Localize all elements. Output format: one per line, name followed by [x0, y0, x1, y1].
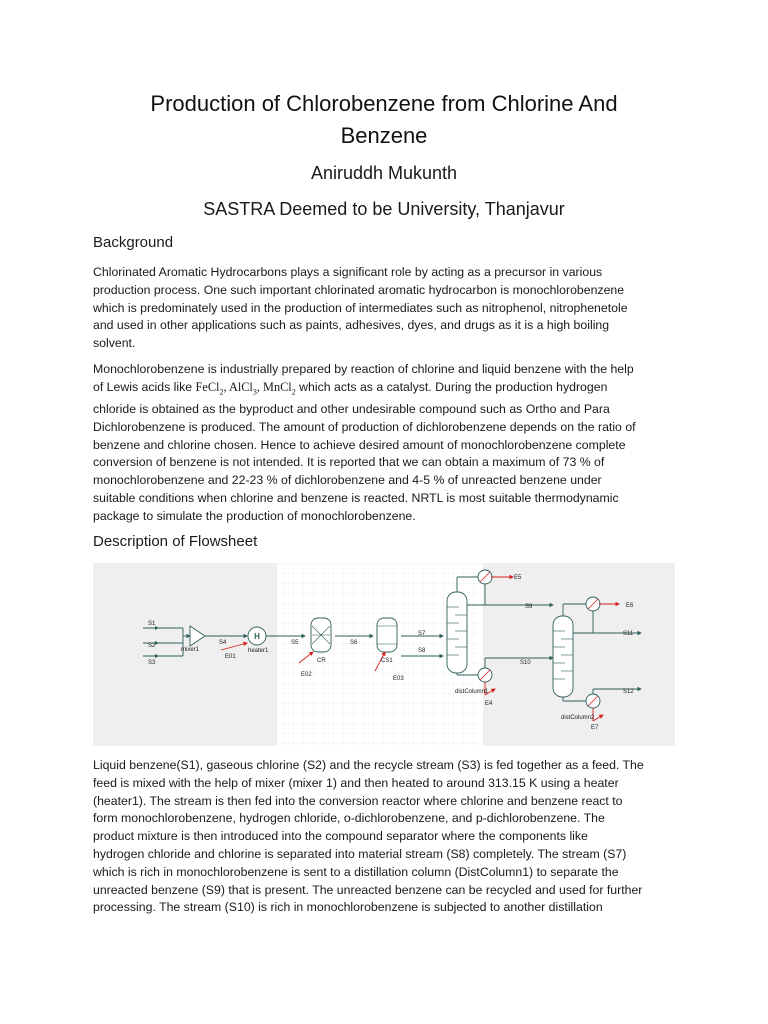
text-line: hydrogen chloride and chlorine is separated into material stream (S8) completely. The stream (S7) — [93, 846, 627, 861]
title-line-1: Production of Chlorobenzene from Chlorine And — [150, 91, 618, 116]
separator: , — [223, 379, 229, 394]
label-heater: heater1 — [248, 648, 269, 654]
background-paragraph-1 — [93, 264, 683, 353]
text-line: product mixture is then introduced into the compound separator where the components like — [93, 829, 588, 844]
text-line: Chlorinated Aromatic Hydrocarbons plays a significant role by acting as a precursor in various — [93, 265, 603, 279]
label-s7: S7 — [418, 631, 426, 637]
label-dist-column-1: distColumn1 — [455, 689, 489, 695]
text-line: feed is mixed with the help of mixer (mixer 1) and then heated to around 313.15 K using a heater — [93, 775, 619, 790]
formula-text: FeCl — [195, 379, 220, 394]
text-line: and used in other applications such as paints, adhesives, dyes, and drugs as it is a high boiling — [93, 318, 610, 333]
distillation-column-2 — [553, 616, 573, 697]
text-line: Monochlorobenzene is industrially prepared by reaction of chlorine and liquid benzene with the help — [93, 362, 634, 376]
label-s12: S12 — [623, 689, 634, 695]
text-line: which is predominately used in the production of intermediates such as nitrophenol, nitrophenetole — [93, 300, 628, 315]
flowsheet-paragraph — [93, 757, 683, 917]
label-s9: S9 — [525, 604, 533, 610]
process-flowsheet-diagram — [93, 563, 675, 746]
text-line: monochlorobenzene and 22-23 % of dichlorobenzene and 4-5 % of unreacted benzene under — [93, 473, 602, 488]
text-span: of Lewis acids like — [93, 379, 196, 394]
label-s2: S2 — [148, 643, 156, 649]
label-e01: E01 — [225, 654, 236, 660]
label-cs1: CS1 — [381, 658, 393, 664]
text-line: which is rich in monochlorobenzene is sent to a distillation column (DistColumn1) to separate the — [93, 864, 619, 879]
text-span: which acts as a catalyst. During the production hydrogen — [295, 379, 608, 394]
compound-separator-unit — [377, 618, 397, 652]
background-heading: Background — [93, 234, 174, 251]
label-s4: S4 — [219, 640, 227, 646]
subscript: 2 — [219, 387, 224, 397]
heater-symbol: H — [254, 632, 260, 641]
label-s11: S11 — [623, 631, 634, 637]
diagram-bg-left — [93, 563, 277, 746]
text-line: processing. The stream (S10) is rich in monochlorobenzene is subjected to another distillation — [93, 900, 603, 915]
text-line: form monochlorobenzene, hydrogen chloride, o-dichlorobenzene, and p-dichlorobenzene. The — [93, 811, 605, 826]
label-s8: S8 — [418, 648, 426, 654]
separator: , — [256, 379, 264, 394]
label-e03: E03 — [393, 676, 404, 682]
label-e5: E5 — [514, 575, 522, 581]
label-s10: S10 — [520, 660, 531, 666]
affiliation: SASTRA Deemed to be University, Thanjavur — [203, 199, 565, 219]
text-line: benzene and chlorine chosen. Hence to achieve desired amount of monochlorobenzene complete — [93, 437, 626, 452]
label-s1: S1 — [148, 621, 156, 627]
label-s5: S5 — [291, 640, 299, 646]
label-s6: S6 — [350, 640, 358, 646]
text-line: unreacted benzene (S9) that is present. The unreacted benzene can be recycled and used for further — [93, 882, 643, 897]
text-line: Liquid benzene(S1), gaseous chlorine (S2) and the recycle stream (S3) is fed together as a feed. The — [93, 758, 644, 772]
text-line: (heater1). The stream is then fed into the conversion reactor where chlorine and benzene react to — [93, 793, 623, 808]
formula-fecl2 — [195, 379, 296, 397]
text-line: suitable conditions when chlorine and benzene is reacted. NRTL is most suitable thermodynamic — [93, 491, 619, 506]
formula-text: AlCl — [228, 379, 253, 394]
background-paragraph-2 — [93, 361, 683, 526]
label-dist-column-2: distColumn2 — [561, 715, 595, 721]
text-line-with-formulas — [93, 379, 683, 401]
document-title — [60, 88, 708, 152]
text-line: package to simulate the production of monochlorobenzene. — [93, 508, 416, 523]
label-e4: E4 — [485, 701, 493, 707]
text-line: production process. One such important chlorinated aromatic hydrocarbon is monochlorobenzene — [93, 282, 625, 297]
flowsheet-heading: Description of Flowsheet — [93, 533, 258, 550]
label-mixer: mixer1 — [181, 647, 200, 653]
label-e7: E7 — [591, 725, 599, 731]
label-e02: E02 — [301, 672, 312, 678]
formula-text: MnCl — [263, 379, 292, 394]
flowsheet-svg — [93, 563, 675, 746]
label-e6: E6 — [626, 603, 634, 609]
author-name: Aniruddh Mukunth — [310, 163, 458, 183]
subscript: 2 — [291, 387, 296, 397]
label-s3: S3 — [148, 660, 156, 666]
text-line: conversion of benzene is not intended. It is reported that we can obtain a maximum of 73 % of — [93, 455, 605, 470]
text-line: Dichlorobenzene is produced. The amount of production of dichlorobenzene depends on the ratio of — [93, 419, 636, 434]
text-line: solvent. — [93, 336, 136, 351]
title-line-2: Benzene — [340, 123, 428, 148]
distillation-column-1 — [447, 592, 467, 673]
text-line: chloride is obtained as the byproduct and other undesirable compound such as Ortho and Para — [93, 402, 610, 417]
subscript: 3 — [252, 387, 257, 397]
label-cr: CR — [317, 658, 326, 664]
